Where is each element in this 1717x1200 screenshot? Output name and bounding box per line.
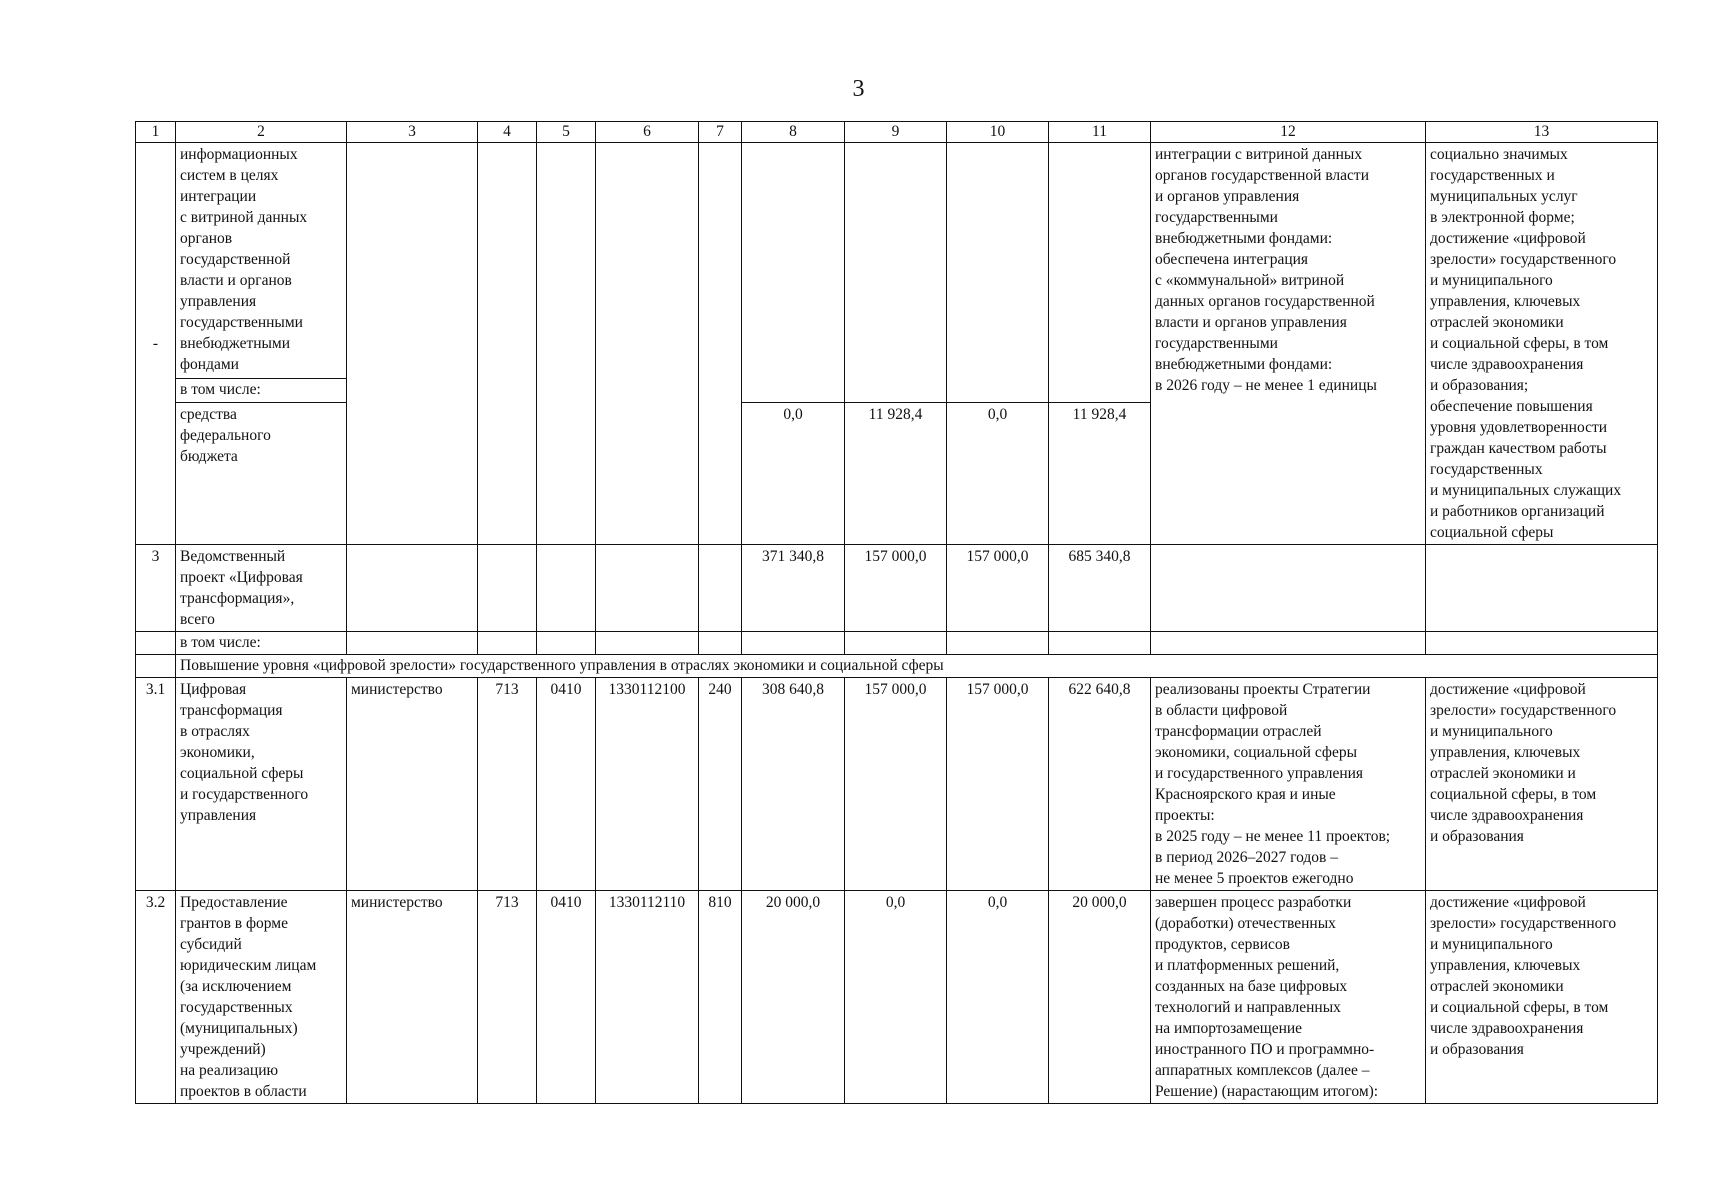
item-name: Предоставление грантов в форме субсидий юридическим лицам (за исключением государственных (муниципальных) учреждений) на реализацию проектов в области <box>176 891 347 1104</box>
col-header-10: 10 <box>947 122 1049 143</box>
code-6: 1330112100 <box>596 678 699 891</box>
row32-v8: 20 000,0 <box>742 891 845 1104</box>
expected-result: завершен процесс разработки (доработки) отечественных продуктов, сервисов и платформенных решений, созданных на базе цифровых технологий и направленных на импортозамещение иностранного ПО и программно- аппаратных комплексов (далее – Решение) (нарастающим итогом): <box>1151 891 1426 1104</box>
row32-v11: 20 000,0 <box>1049 891 1151 1104</box>
col-header-5: 5 <box>537 122 596 143</box>
federal-v8: 0,0 <box>742 402 845 544</box>
federal-v10: 0,0 <box>947 402 1049 544</box>
col-header-7: 7 <box>699 122 742 143</box>
project3-v8: 371 340,8 <box>742 545 845 632</box>
incl-label: в том числе: <box>176 379 347 402</box>
col-header-2: 2 <box>176 122 347 143</box>
executor: министерство <box>347 678 478 891</box>
item-name: Ведомственный проект «Цифровая трансформация», всего <box>176 545 347 632</box>
expected-result: реализованы проекты Стратегии в области цифровой трансформации отраслей экономики, социальной сферы и государственного управления Красноярского края и иные проекты: в 2025 году – не менее 11 проектов; в период 2026–2027 годов – не менее 5 проектов ежегодно <box>1151 678 1426 891</box>
row32-v10: 0,0 <box>947 891 1049 1104</box>
row-number: 3 <box>136 545 176 632</box>
indicator: достижение «цифровой зрелости» государственного и муниципального управления, ключевых отраслей экономики и социальной сферы, в том числе здравоохранения и образования <box>1426 891 1658 1104</box>
incl-label: в том числе: <box>176 632 347 655</box>
row-number: 3.1 <box>136 678 176 891</box>
indicator: достижение «цифровой зрелости» государственного и муниципального управления, ключевых отраслей экономики и социальной сферы, в том числе здравоохранения и образования <box>1426 678 1658 891</box>
item-name: Цифровая трансформация в отраслях экономики, социальной сферы и государственного управления <box>176 678 347 891</box>
federal-v9: 11 928,4 <box>845 402 947 544</box>
project3-v11: 685 340,8 <box>1049 545 1151 632</box>
expected-result: интеграции с витриной данных органов государственной власти и органов управления государственными внебюджетными фондами: обеспечена интеграция с «коммунальной» витриной данных органов государственной власти и органов управления государственными внебюджетными фондами: в 2026 году – не менее 1 единицы <box>1151 143 1426 545</box>
col-header-9: 9 <box>845 122 947 143</box>
col-header-8: 8 <box>742 122 845 143</box>
item-name: информационных систем в целях интеграции с витриной данных органов государственной власти и органов управления государственными внебюджетными фондами <box>176 143 347 379</box>
col-header-6: 6 <box>596 122 699 143</box>
section-title: Повышение уровня «цифровой зрелости» государственного управления в отраслях экономики и социальной сферы <box>176 655 1658 678</box>
project3-v10: 157 000,0 <box>947 545 1049 632</box>
federal-v11: 11 928,4 <box>1049 402 1151 544</box>
col-header-1: 1 <box>136 122 176 143</box>
code-5: 0410 <box>537 891 596 1104</box>
row-number: 3.2 <box>136 891 176 1104</box>
row31-v10: 157 000,0 <box>947 678 1049 891</box>
table-row-project-3-incl <box>136 632 1658 655</box>
col-header-12: 12 <box>1151 122 1426 143</box>
col-header-4: 4 <box>478 122 537 143</box>
project3-v9: 157 000,0 <box>845 545 947 632</box>
budget-table <box>135 121 1658 1104</box>
table-row-continued <box>136 143 1658 379</box>
code-4: 713 <box>478 678 537 891</box>
indicator: социально значимых государственных и муниципальных услуг в электронной форме; достижение «цифровой зрелости» государственного и муниципального управления, ключевых отраслей экономики и социальной сферы, в том числе здравоохранения и образования; обеспечение повышения уровня удовлетворенности граждан качеством работы государственных и муниципальных служащих и работников организаций социальной сферы <box>1426 143 1658 545</box>
col-header-3: 3 <box>347 122 478 143</box>
col-header-11: 11 <box>1049 122 1151 143</box>
code-7: 810 <box>699 891 742 1104</box>
row-bullet: - <box>136 143 176 545</box>
row32-v9: 0,0 <box>845 891 947 1104</box>
federal-budget-label: средства федерального бюджета <box>176 402 347 544</box>
code-5: 0410 <box>537 678 596 891</box>
row31-v8: 308 640,8 <box>742 678 845 891</box>
table-row-3-2 <box>136 891 1658 1104</box>
col-header-13: 13 <box>1426 122 1658 143</box>
row31-v9: 157 000,0 <box>845 678 947 891</box>
table-row-project-3 <box>136 545 1658 632</box>
executor: министерство <box>347 891 478 1104</box>
table-row-3-1 <box>136 678 1658 891</box>
code-4: 713 <box>478 891 537 1104</box>
code-6: 1330112110 <box>596 891 699 1104</box>
code-7: 240 <box>699 678 742 891</box>
page-number: 3 <box>852 76 865 102</box>
section-heading-row <box>136 655 1658 678</box>
row31-v11: 622 640,8 <box>1049 678 1151 891</box>
column-number-row <box>136 122 1658 143</box>
